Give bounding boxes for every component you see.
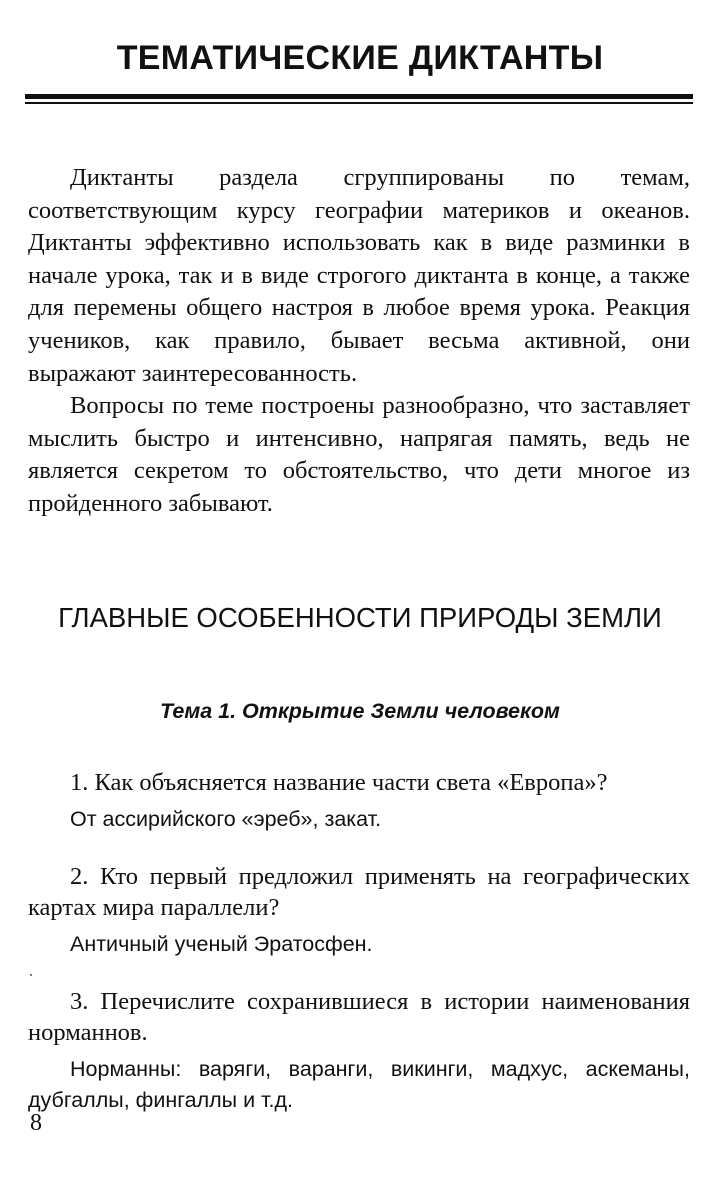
question-block-3 (28, 986, 690, 1116)
question-block-2 (28, 861, 690, 960)
header-rule-thin (25, 102, 693, 104)
print-speck (30, 974, 32, 976)
answer-text: Античный ученый Эратосфен. (70, 932, 373, 956)
answer-text: Норманны: варяги, варанги, викинги, мадхус, аскеманы, дубгаллы, фингаллы и т.д. (28, 1057, 690, 1112)
header-rule-thick (25, 94, 693, 99)
intro-paragraph-1: Диктанты раздела сгруппированы по темам, соответствующим курсу географии материков и океанов. Диктанты эффективно использовать как в виде разминки в начале урока, так и в виде строгого диктанта в конце, а также для перемены общего настроя в любое время урока. Реакция учеников, как правило, бывает весьма активной, они выражают заинтересованность. (28, 164, 690, 387)
section-title: ГЛАВНЫЕ ОСОБЕННОСТИ ПРИРОДЫ ЗЕМЛИ (58, 602, 662, 633)
question-block-1 (28, 767, 690, 835)
question-text: 3. Перечислите сохранившиеся в истории наименования норманнов. (28, 988, 690, 1046)
topic-title: Тема 1. Открытие Земли человеком (160, 699, 560, 723)
intro-paragraph-2: Вопросы по теме построены разнообразно, что заставляет мыслить быстро и интенсивно, напрягая память, ведь не является секретом то обстоятельство, что дети многое из пройденного забывают. (28, 392, 690, 517)
intro-text (28, 162, 690, 521)
question-text: 1. Как объясняется название части света «Европа»? (70, 769, 608, 796)
page-number: 8 (30, 1110, 42, 1136)
answer-text: От ассирийского «эреб», закат. (70, 807, 382, 831)
question-text: 2. Кто первый предложил применять на географических картах мира параллели? (28, 863, 690, 921)
page-title: ТЕМАТИЧЕСКИЕ ДИКТАНТЫ (116, 39, 604, 77)
